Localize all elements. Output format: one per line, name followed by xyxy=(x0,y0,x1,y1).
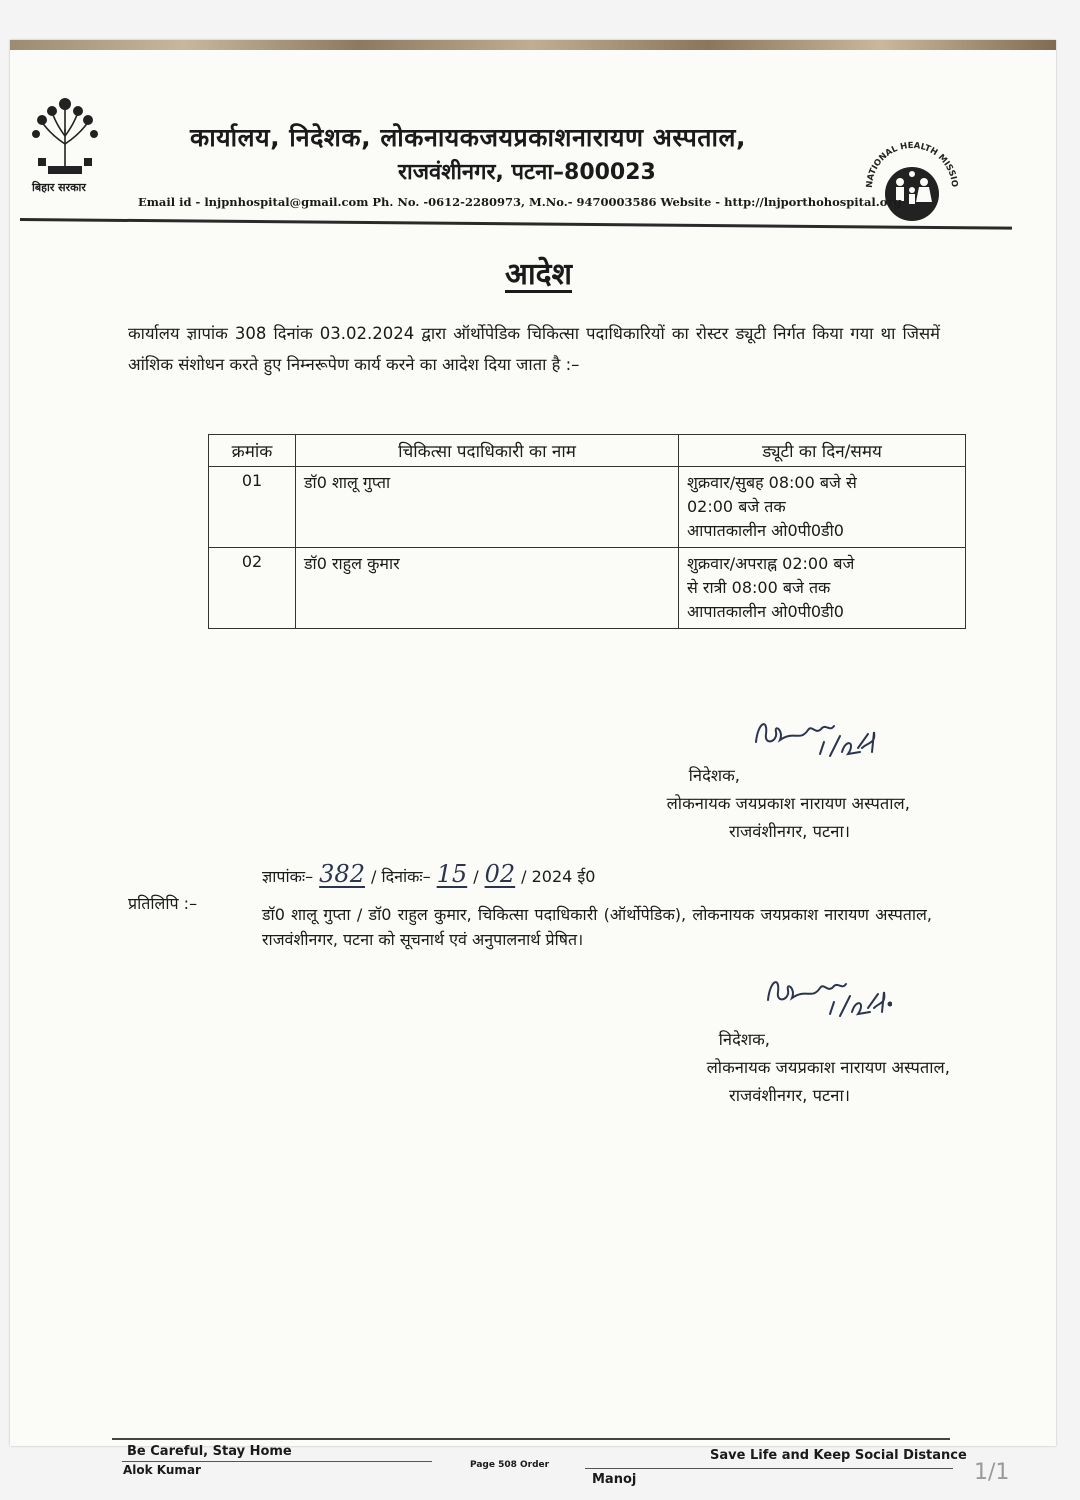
page-indicator: 1/1 xyxy=(974,1460,1010,1485)
signature-block-2 xyxy=(625,1026,950,1110)
duty-line: 02:00 बजे तक xyxy=(687,497,786,516)
nhm-logo xyxy=(862,136,962,236)
header-officer-name: चिकित्सा पदाधिकारी का नाम xyxy=(296,435,679,467)
footer-name-right: Manoj xyxy=(592,1472,637,1487)
signatory-place: राजवंशीनगर, पटना। xyxy=(729,1086,850,1105)
family-emblem-icon xyxy=(862,136,962,236)
footer-underline-right xyxy=(585,1468,953,1469)
duty-line: आपातकालीन ओ0पी0डी0 xyxy=(687,602,844,621)
duty-line: शुक्रवार/सुबह 08:00 बजे से xyxy=(687,473,857,492)
header-duty-time: ड्यूटी का दिन/समय xyxy=(679,435,966,467)
director-signature-2 xyxy=(762,970,892,1034)
handwritten-signature xyxy=(762,970,892,1030)
memo-reference: ज्ञापांकः– 382 / दिनांकः– 15 / 02 / 2024 ई0 xyxy=(262,860,596,888)
contact-details: Email id - lnjpnhospital@gmail.com Ph. No. -0612-2280973, M.No.- 9470003586 Website - http://lnjporthohospital.org xyxy=(138,195,902,209)
duty-line: से रात्री 08:00 बजे तक xyxy=(687,578,831,597)
footer-slogan-left: Be Careful, Stay Home xyxy=(127,1444,292,1459)
signatory-designation: निदेशक, xyxy=(718,1030,770,1049)
signatory-org: लोकनायक जयप्रकाश नारायण अस्पताल, xyxy=(666,794,910,813)
row-officer-name: डॉ0 शालू गुप्ता xyxy=(296,467,679,548)
footer-divider xyxy=(112,1438,950,1440)
order-title: आदेश xyxy=(505,257,572,292)
signature-block-1 xyxy=(590,762,910,846)
signatory-designation: निदेशक, xyxy=(688,766,740,785)
memo-month: 02 xyxy=(484,860,516,888)
office-title-line1: कार्यालय, निदेशक, लोकनायकजयप्रकाशनारायण अस्पताल, xyxy=(190,123,746,152)
row-serial: 02 xyxy=(209,548,296,629)
footer-name-left: Alok Kumar xyxy=(123,1463,201,1477)
signatory-org: लोकनायक जयप्रकाश नारायण अस्पताल, xyxy=(706,1058,950,1077)
office-title-line2: राजवंशीनगर, पटना–800023 xyxy=(398,160,656,185)
footer-page-note: Page 508 Order xyxy=(470,1460,550,1470)
duty-line: शुक्रवार/अपराह्न 02:00 बजे xyxy=(687,554,855,573)
duty-roster-table xyxy=(208,434,966,629)
bihar-government-logo xyxy=(20,84,110,204)
memo-day: 15 xyxy=(436,860,468,888)
row-duty xyxy=(679,548,966,629)
table-row xyxy=(209,467,966,548)
copy-label: प्रतिलिपि :– xyxy=(128,894,198,913)
footer-slogan-right: Save Life and Keep Social Distance xyxy=(710,1448,967,1463)
memo-number: 382 xyxy=(319,860,365,888)
row-officer-name: डॉ0 राहुल कुमार xyxy=(296,548,679,629)
torn-top-edge xyxy=(10,40,1056,50)
memo-date-label: / दिनांकः– xyxy=(370,867,431,886)
row-serial: 01 xyxy=(209,467,296,548)
table-row xyxy=(209,548,966,629)
nhm-arc-text: NATIONAL HEALTH MISSIO xyxy=(864,140,960,189)
row-duty xyxy=(679,467,966,548)
signatory-place: राजवंशीनगर, पटना। xyxy=(729,822,850,841)
duty-line: आपातकालीन ओ0पी0डी0 xyxy=(687,521,844,540)
order-body: कार्यालय ज्ञापांक 308 दिनांक 03.02.2024 द्वारा ऑर्थोपेडिक चिकित्सा पदाधिकारियों का रोस्टर ड्यूटी निर्गत किया गया था जिसमें आंशिक संशोधन करते हुए निम्नरूपेण कार्य करने का आदेश दिया जाता है :– xyxy=(128,324,940,374)
header-serial: क्रमांक xyxy=(209,435,296,467)
table-header-row xyxy=(209,435,966,467)
memo-year: / 2024 ई0 xyxy=(521,867,596,886)
memo-label: ज्ञापांकः– xyxy=(262,867,314,886)
bihar-sarkar-label: बिहार सरकार xyxy=(32,181,86,194)
copy-text: डॉ0 शालू गुप्ता / डॉ0 राहुल कुमार, चिकित्सा पदाधिकारी (ऑर्थोपेडिक), लोकनायक जयप्रकाश नारायण अस्पताल, राजवंशीनगर, पटना को सूचनार्थ एवं अनुपालनार्थ प्रेषित। xyxy=(262,905,932,949)
footer-underline-left xyxy=(122,1461,432,1462)
